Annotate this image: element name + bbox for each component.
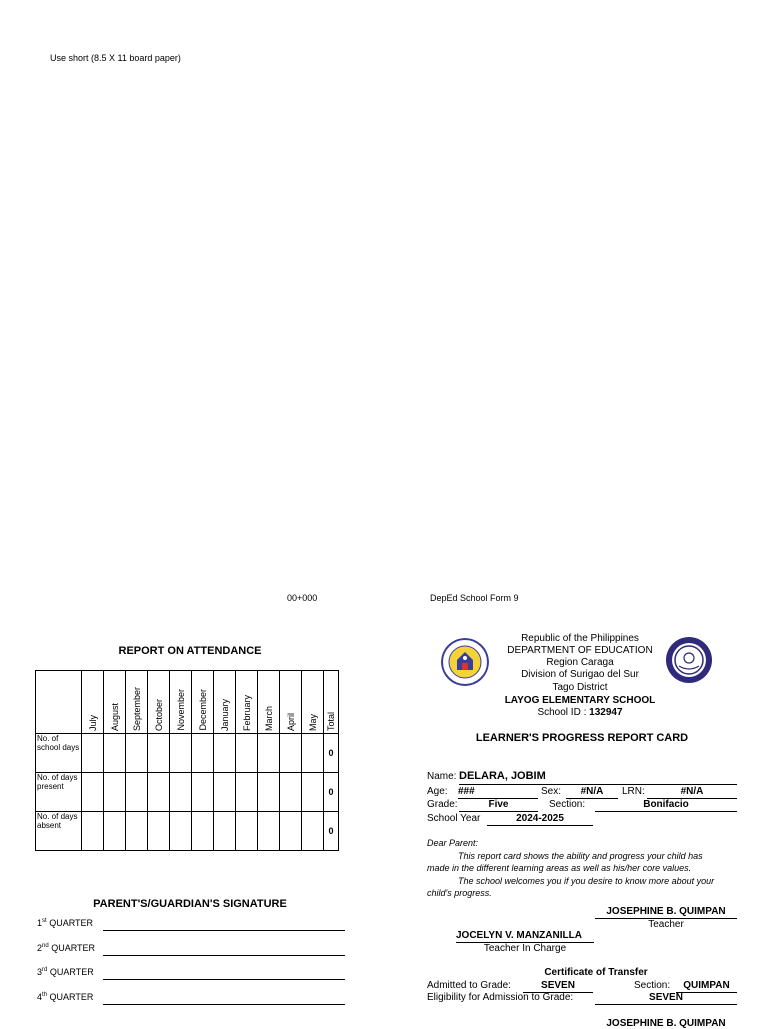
attendance-table (35, 670, 339, 851)
attendance-cell[interactable] (258, 734, 280, 773)
attendance-cell[interactable] (170, 812, 192, 851)
transfer-section-value: QUIMPAN (676, 980, 737, 993)
quarter-label: 4th QUARTER (37, 992, 94, 1002)
division-text: Division of Surigao del Sur (521, 669, 639, 680)
month-header: November (170, 671, 192, 734)
attendance-row (36, 734, 339, 773)
letter-line: This report card shows the ability and progress your child has (458, 851, 703, 861)
attendance-cell[interactable] (214, 812, 236, 851)
department-text: DEPARTMENT OF EDUCATION (507, 645, 653, 656)
month-header: December (192, 671, 214, 734)
card-title: LEARNER'S PROGRESS REPORT CARD (475, 732, 689, 744)
signature-line-q1[interactable] (103, 930, 345, 931)
attendance-row (36, 812, 339, 851)
transfer-section-label: Section: (634, 980, 671, 991)
quarter-label: 2nd QUARTER (37, 943, 96, 953)
letter-line: The school welcomes you if you desire to know more about your (458, 876, 715, 886)
head-role: Teacher In Charge (483, 943, 567, 954)
admitted-label: Admitted to Grade: (427, 980, 511, 991)
teacher-name: JOSEPHINE B. QUIMPAN (595, 906, 737, 919)
letter-line: made in the different learning areas as well as his/her core values. (427, 863, 692, 873)
attendance-cell[interactable] (82, 734, 104, 773)
attendance-cell[interactable] (258, 812, 280, 851)
attendance-cell[interactable] (302, 734, 324, 773)
month-header: October (148, 671, 170, 734)
attendance-title: REPORT ON ATTENDANCE (118, 645, 262, 657)
month-header: September (126, 671, 148, 734)
attendance-cell[interactable] (192, 812, 214, 851)
month-header: February (236, 671, 258, 734)
section-label: Section: (549, 799, 586, 810)
grade-label: Grade: (427, 799, 458, 810)
row-label: No. of school days (36, 734, 82, 773)
grade-value: Five (459, 799, 538, 812)
signature-line-q4[interactable] (103, 1004, 345, 1005)
signature-title: PARENT'S/GUARDIAN'S SIGNATURE (93, 898, 287, 910)
transfer-title: Certificate of Transfer (544, 967, 648, 978)
attendance-cell[interactable] (302, 812, 324, 851)
attendance-cell[interactable] (214, 773, 236, 812)
school-name: LAYOG ELEMENTARY SCHOOL (504, 695, 656, 706)
attendance-cell[interactable] (236, 773, 258, 812)
sex-value: #N/A (566, 786, 618, 799)
attendance-header-row (36, 671, 339, 734)
form-code: 00+000 (287, 593, 318, 603)
signature-line-q3[interactable] (103, 979, 345, 980)
attendance-cell[interactable] (192, 773, 214, 812)
month-header: April (280, 671, 302, 734)
name-value: DELARA, JOBIM (459, 770, 737, 785)
row-label: No. of days absent (36, 812, 82, 851)
attendance-cell[interactable] (170, 734, 192, 773)
total-header: Total (324, 671, 339, 734)
attendance-cell[interactable] (280, 773, 302, 812)
row-label: No. of days present (36, 773, 82, 812)
attendance-cell[interactable] (302, 773, 324, 812)
republic-text: Republic of the Philippines (521, 633, 639, 644)
month-header: May (302, 671, 324, 734)
attendance-cell[interactable] (258, 773, 280, 812)
district-text: Tago District (552, 682, 608, 693)
paper-note: Use short (8.5 X 11 board paper) (50, 53, 181, 63)
lrn-label: LRN: (622, 786, 645, 797)
quarter-label: 1st QUARTER (37, 918, 94, 928)
attendance-cell[interactable] (104, 734, 126, 773)
attendance-row (36, 773, 339, 812)
age-label: Age: (427, 786, 448, 797)
attendance-cell[interactable] (82, 773, 104, 812)
attendance-cell[interactable] (126, 734, 148, 773)
attendance-cell[interactable] (126, 812, 148, 851)
school-year-label: School Year (427, 813, 481, 824)
row-total: 0 (324, 734, 339, 773)
age-value: ### (458, 786, 538, 799)
row-total: 0 (324, 773, 339, 812)
eligibility-value: SEVEN (595, 992, 737, 1005)
letter-line: child's progress. (427, 888, 492, 898)
section-value: Bonifacio (595, 799, 737, 812)
region-text: Region Caraga (546, 657, 614, 668)
month-header: January (214, 671, 236, 734)
attendance-corner-cell (36, 671, 82, 734)
school-year-value: 2024-2025 (487, 813, 593, 826)
signature-line-q2[interactable] (103, 955, 345, 956)
salutation: Dear Parent: (427, 838, 479, 848)
attendance-cell[interactable] (236, 812, 258, 851)
attendance-cell[interactable] (148, 773, 170, 812)
attendance-cell[interactable] (148, 734, 170, 773)
transfer-signer-name: JOSEPHINE B. QUIMPAN (606, 1018, 726, 1029)
month-header: July (82, 671, 104, 734)
form-name: DepEd School Form 9 (430, 593, 519, 603)
eligibility-label: Eligibility for Admission to Grade: (427, 992, 574, 1003)
head-name: JOCELYN V. MANZANILLA (456, 930, 594, 943)
month-header: August (104, 671, 126, 734)
row-total: 0 (324, 812, 339, 851)
attendance-cell[interactable] (280, 734, 302, 773)
teacher-role: Teacher (648, 919, 684, 930)
attendance-cell[interactable] (104, 773, 126, 812)
quarter-label: 3rd QUARTER (37, 967, 94, 977)
attendance-cell[interactable] (82, 812, 104, 851)
attendance-cell[interactable] (104, 812, 126, 851)
attendance-cell[interactable] (280, 812, 302, 851)
attendance-cell[interactable] (126, 773, 148, 812)
admitted-value: SEVEN (523, 980, 593, 993)
attendance-cell[interactable] (214, 734, 236, 773)
attendance-cell[interactable] (148, 812, 170, 851)
month-header: March (258, 671, 280, 734)
name-label: Name: (427, 771, 457, 782)
sex-label: Sex: (541, 786, 562, 797)
attendance-cell[interactable] (170, 773, 192, 812)
attendance-cell[interactable] (236, 734, 258, 773)
attendance-cell[interactable] (192, 734, 214, 773)
lrn-value: #N/A (647, 786, 737, 799)
school-id: School ID : 132947 (537, 707, 623, 718)
